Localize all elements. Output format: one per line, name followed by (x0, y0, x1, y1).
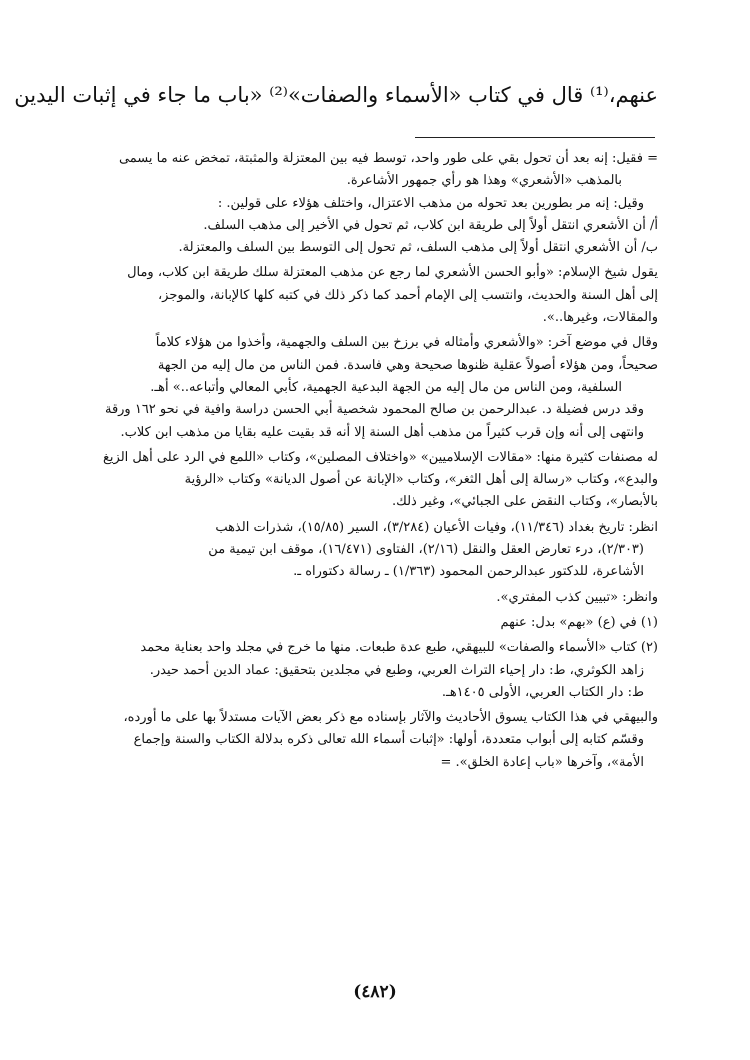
footnote-line: انظر: تاريخ بغداد (١١/٣٤٦)، وفيات الأعيان (٣/٢٨٤)، السير (١٥/٨٥)، شذرات الذهب (215, 519, 658, 535)
footnote-line: (٢/٣٠٣)، درء تعارض العقل والنقل (٢/١٦)، الفتاوى (١٦/٤٧١)، موقف ابن تيمية من (208, 542, 644, 558)
footnote-line: له مصنفات كثيرة منها: «مقالات الإسلاميين» «واختلاف المصلين»، وكتاب «اللمع في الرد على أهل الزيغ (103, 449, 658, 465)
footnote-line: الأشاعرة، للدكتور عبدالرحمن المحمود (١/٣٦٣) ـ رسالة دكتوراه ـ. (293, 564, 644, 580)
footnote-line: وانتهى إلى أنه وإن قرب كثيراً من مذهب أهل السنة إلا أنه قد بقيت عليه بقايا من مذهب ابن كلاب. (120, 424, 644, 440)
footnote-line: السلفية، ومن الناس من مال إليه من الجهة البدعية الجهمية، كأبي المعالي وأتباعه..» أهـ. (150, 379, 622, 395)
footnote-line: يقول شيخ الإسلام: «وأبو الحسن الأشعري لما رجع عن مذهب المعتزلة سلك طريقة ابن كلاب، ومال (127, 265, 658, 281)
footnote-line: والبدع»، وكتاب «رسالة إلى أهل الثغر»، وكتاب «الإبانة عن أصول الديانة» وكتاب «الرؤية (184, 472, 658, 488)
footnote-line: بالمذهب «الأشعري» وهذا هو رأي جمهور الأشاعرة. (346, 173, 622, 189)
footnote-line: = فقيل: إنه بعد أن تحول بقي على طور واحد، توسط فيه بين المعتزلة والمثبتة، تمخض عنه ما يسمى (118, 151, 658, 166)
footnote-line: والمقالات، وغيرها..». (542, 310, 658, 326)
footnote-line: وقيل: إنه مر بطورين بعد تحوله من مذهب الاعتزال، واختلف هؤلاء على قولين. : (217, 195, 644, 211)
footnote-separator (415, 137, 655, 138)
main-text-line: عنهم،⁽¹⁾ قال في كتاب «الأسماء والصفات»⁽²⁾ «باب ما جاء في إثبات اليدين (14, 83, 658, 107)
footnote-line: ط: دار الكتاب العربي، الأولى ١٤٠٥هـ. (441, 684, 644, 700)
footnote-line: وانظر: «تبيين كذب المفتري». (496, 589, 658, 605)
footnote-line: زاهد الكوثري، ط: دار إحياء التراث العربي، وطبع في مجلدين بتحقيق: عماد الدين أحمد حيدر. (149, 662, 644, 678)
footnote-line: صحيحاً، ومن هؤلاء أصولاً عقلية ظنوها صحيحة وهي فاسدة. فمن الناس من مال إليه من الجهة (157, 357, 658, 373)
footnote-line: إلى أهل السنة والحديث، وانتسب إلى الإمام أحمد كما ذكر ذلك في كتبه كلها كالإبانة، والموجز، (157, 287, 658, 303)
footnote-line: (١) في (ع) «بهم» بدل: عنهم (500, 614, 658, 630)
footnote-line: بالأبصار»، وكتاب النقض على الجبائي»، وغير ذلك. (391, 494, 658, 510)
footnote-line: (٢) كتاب «الأسماء والصفات» للبيهقي، طبع عدة طبعات. منها ما خرج في مجلد واحد بعناية محمد (140, 640, 658, 656)
footnotes-block (18, 148, 658, 774)
footnote-line: الأمة»، وآخرها «باب إعادة الخلق». = (440, 754, 644, 770)
footnote-line: وقد درس فضيلة د. عبدالرحمن بن صالح المحمود شخصية أبي الحسن دراسة وافية في نحو ١٦٢ ورقة (104, 402, 644, 418)
footnote-line: ب/ أن الأشعري انتقل أولاً إلى مذهب السلف، ثم تحول إلى التوسط بين السلف والمعتزلة. (178, 240, 658, 256)
footnote-line: أ/ أن الأشعري انتقل أولاً إلى طريقة ابن كلاب، ثم تحول في الأخير إلى مذهب السلف. (203, 217, 658, 233)
footnote-line: والبيهقي في هذا الكتاب يسوق الأحاديث والآثار بإسناده مع ذكر بعض الآيات مستدلاً بها على ما أورده، (123, 710, 658, 726)
page-number: (٤٨٢) (353, 982, 397, 1002)
footnote-line: وقسّم كتابه إلى أبواب متعددة، أولها: «إثبات أسماء الله تعالى ذكره بدلالة الكتاب والسنة وإجماع (133, 732, 644, 748)
footnote-line: وقال في موضع آخر: «والأشعري وأمثاله في برزخ بين السلف والجهمية، وأخذوا من هؤلاء كلاماً (155, 335, 658, 351)
